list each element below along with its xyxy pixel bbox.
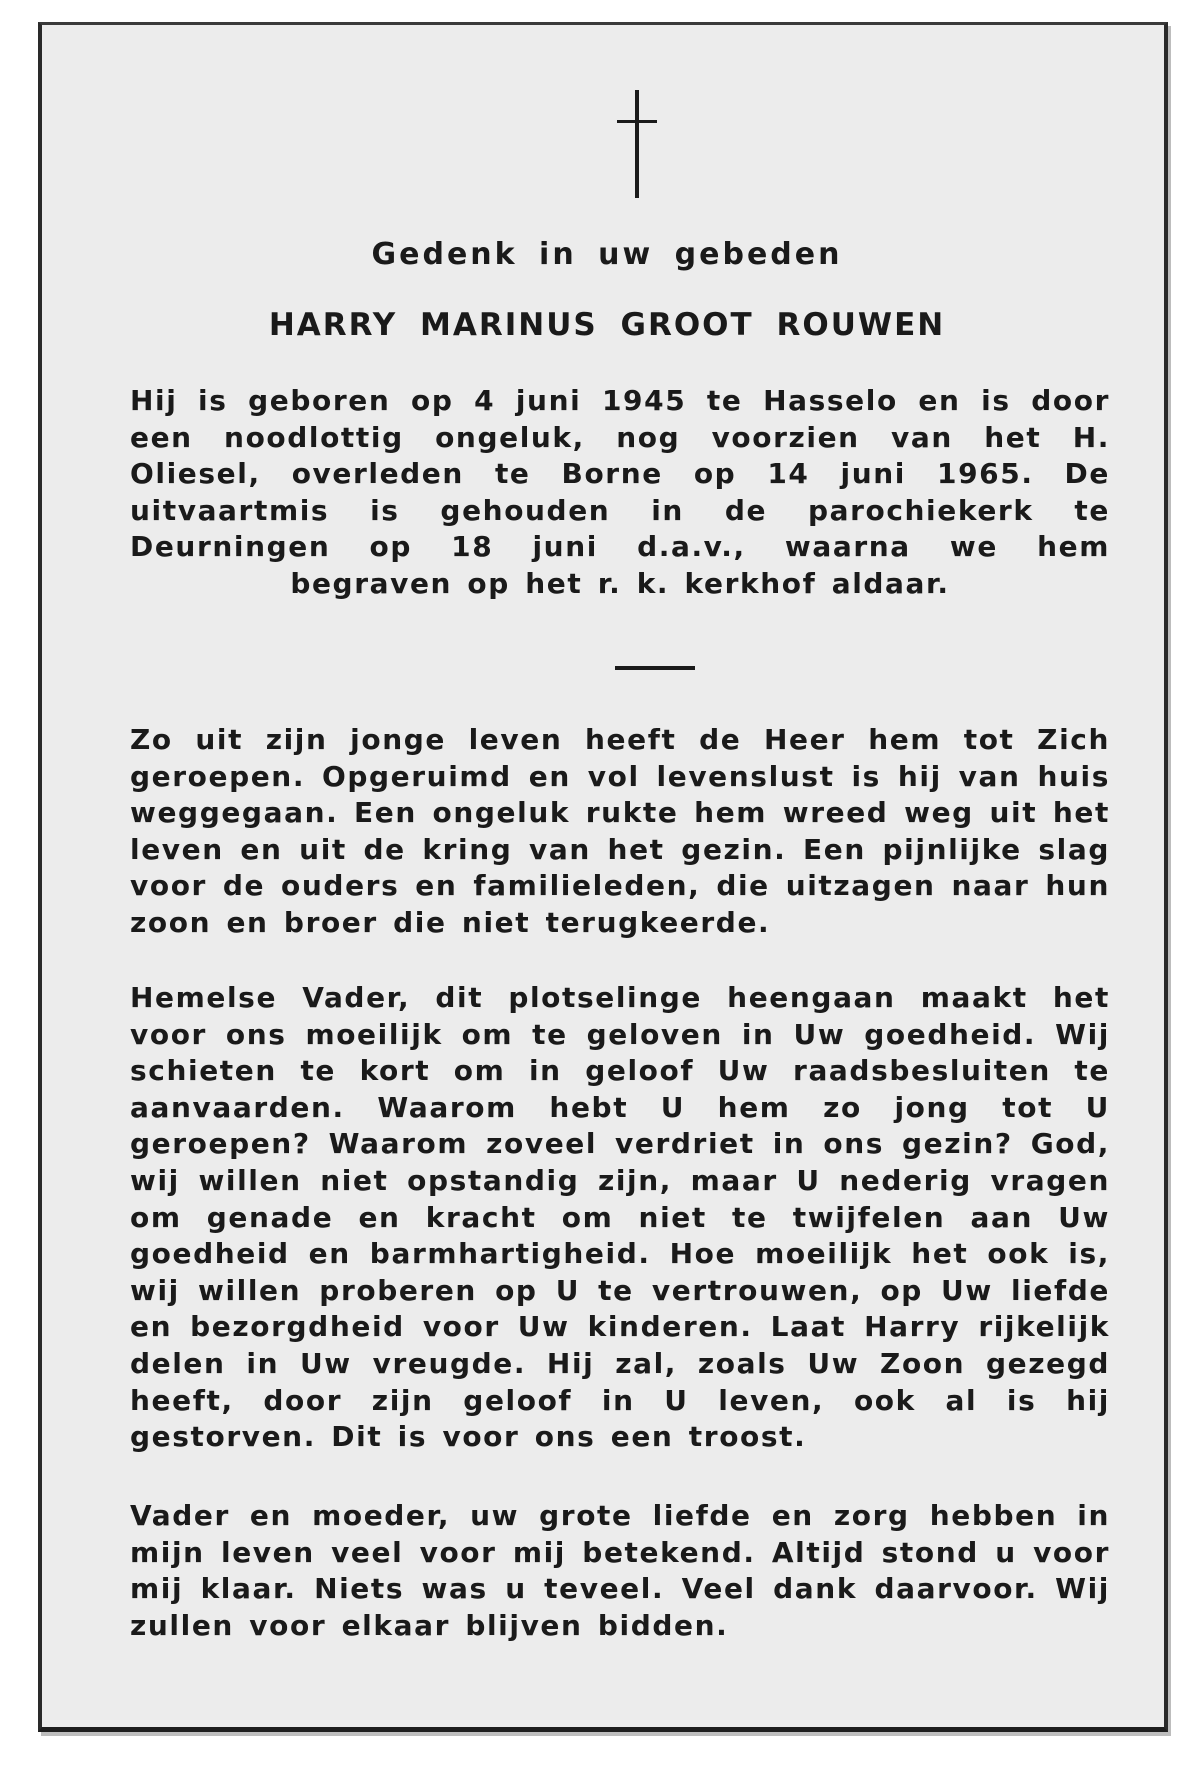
text-paragraph-2: Hemelse Vader, dit plotselinge heengaan maakt het voor ons moeilijk om te geloven in Uw goedheid. Wij schieten te kort om in geloof Uw raadsbesluiten te aanvaarden. Waarom hebt U hem zo jong tot U geroepen? Waarom zoveel verdriet in ons gezin? God, wij willen niet opstandig zijn, maar U nederig vragen om genade en kracht om niet te twijfelen aan Uw goedheid en barmhartigheid. Hoe moeilijk het ook is, wij willen proberen op U te vertrouwen, op Uw liefde en bezorgdheid voor Uw kinderen. Laat Harry rijkelijk delen in Uw vreugde. Hij zal, zoals Uw Zoon gezegd heeft, door zijn geloof in U leven, ook al is hij gestorven. Dit is voor ons een troost. [130,981,1110,1454]
deceased-name: HARRY MARINUS GROOT ROUWEN [268,307,946,343]
section-divider [615,666,695,670]
prayer-prompt: Gedenk in uw gebeden [371,237,843,272]
memorial-card [38,22,1168,1732]
text-paragraph-3: Vader en moeder, uw grote liefde en zorg hebben in mijn leven veel voor mij betekend. Altijd stond u voor mij klaar. Niets was u teveel. Veel dank daarvoor. Wij zullen voor elkaar blijven bidden. [130,1499,1110,1642]
cross-icon [617,90,657,200]
text-paragraph-1: Zo uit zijn jonge leven heeft de Heer hem tot Zich geroepen. Opgeruimd en vol levenslust is hij van huis weggegaan. Een ongeluk rukte hem wreed weg uit het leven en uit de kring van het gezin. Een pijnlijke slag voor de ouders en familieleden, die uitzagen naar hun zoon en broer die niet terugkeerde. [130,723,1110,939]
biography-paragraph: Hij is geboren op 4 juni 1945 te Hasselo en is door een noodlottig ongeluk, nog voorzien van het H. Oliesel, overleden te Borne op 14 juni 1965. De uitvaartmis is gehouden in de parochiekerk te Deurningen op 18 juni d.a.v., waarna we hem begraven op het r. k. kerkhof aldaar. [130,384,1110,600]
